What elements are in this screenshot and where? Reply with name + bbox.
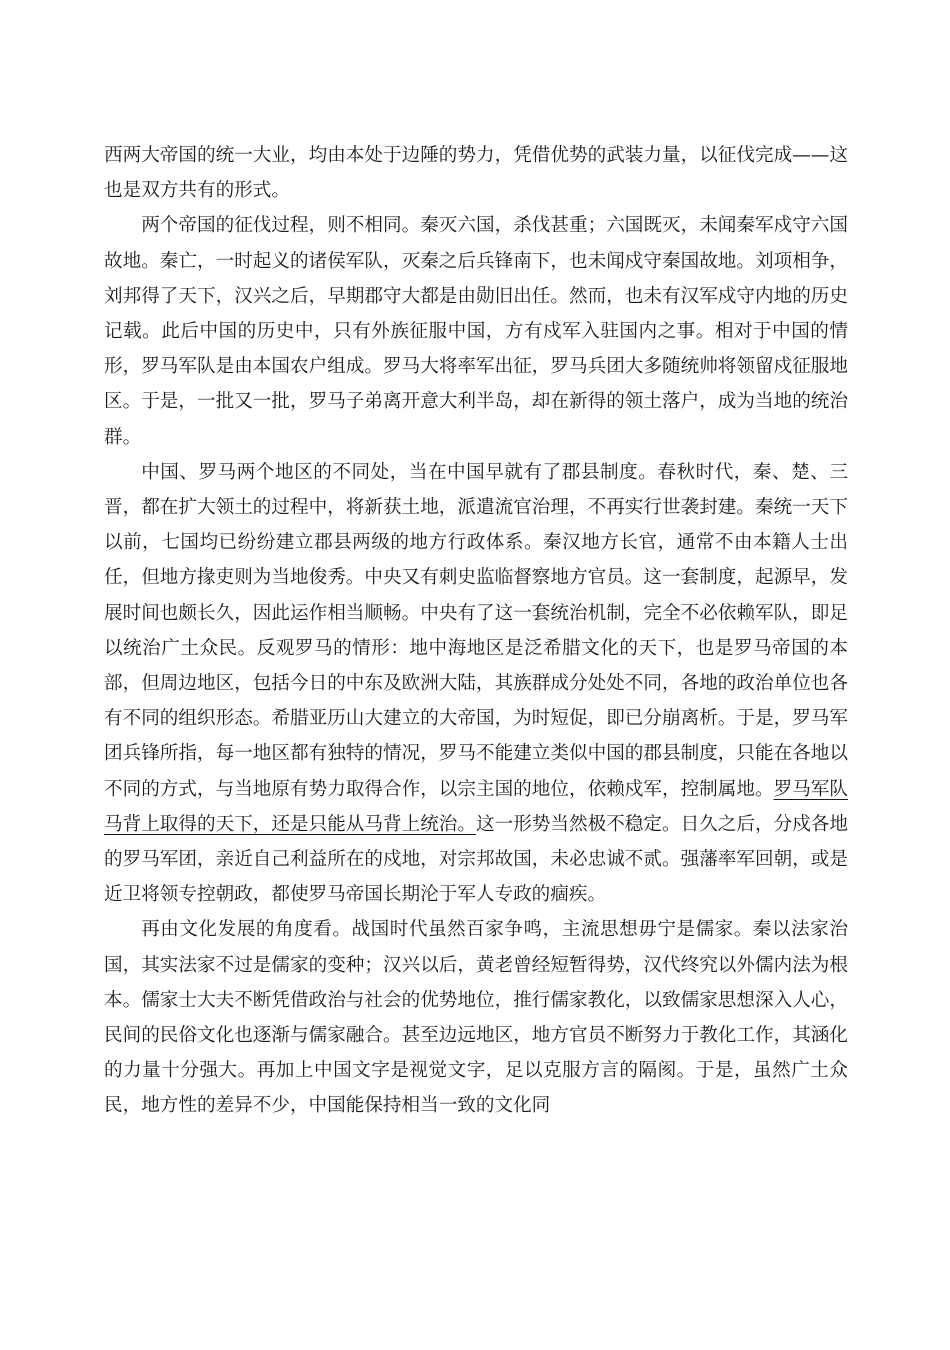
paragraph-3-text-before: 中国、罗马两个地区的不同处，当在中国早就有了郡县制度。春秋时代，秦、楚、三晋，都在扩大领土的过程中，将新获土地，派遣流官治理，不再实行世袭封建。秦统一天下以前，七国均已纷纷建立郡县两级的地方行政体系。秦汉地方长官，通常不由本籍人士出任，但地方掾吏则为当地俊秀。中央又有刺史监临督察地方官员。这一套制度，起源早，发展时间也颇长久，因此运作相当顺畅。中央有了这一套统治机制，完全不必依赖军队，即足以统治广土众民。反观罗马的情形：地中海地区是泛希腊文化的天下，也是罗马帝国的本部，但周边地区，包括今日的中东及欧洲大陆，其族群成分处处不同，各地的政治单位也各有不同的组织形态。希腊亚历山大建立的大帝国，为时短促，即已分崩离析。于是，罗马军团兵锋所指，每一地区都有独特的情况，罗马不能建立类似中国的郡县制度，只能在各地以不同的方式，与当地原有势力取得合作，以宗主国的地位，依赖戍军，控制属地。 <box>104 461 848 800</box>
paragraph-2: 两个帝国的征伐过程，则不相同。秦灭六国，杀伐甚重；六国既灭，未闻秦军戍守六国故地。秦亡，一时起义的诸侯军队，灭秦之后兵锋南下，也未闻戍守秦国故地。刘项相争，刘邦得了天下，汉兴之后，早期郡守大都是由勋旧出任。然而，也未有汉军戍守内地的历史记载。此后中国的历史中，只有外族征服中国，方有戍军入驻国内之事。相对于中国的情形，罗马军队是由本国农户组成。罗马大将率军出征，罗马兵团大多随统帅将领留戍征服地区。于是，一批又一批，罗马子弟离开意大利半岛，却在新得的领土落户，成为当地的统治群。 <box>104 215 848 448</box>
paragraph-1: 西两大帝国的统一大业，均由本处于边陲的势力，凭借优势的武装力量，以征伐完成——这也是双方共有的形式。 <box>104 145 848 202</box>
paragraph-3 <box>104 455 848 913</box>
underlined-key-sentence: 罗马军队马背上取得的天下，还是只能从马背上统治。 <box>104 778 848 835</box>
paragraph-3-text-after: 这一形势当然极不稳定。日久之后，分戍各地的罗马军团，亲近自己利益所在的戍地，对宗邦故国，未必忠诚不贰。强藩率军回朝，或是近卫将领专控朝政，都使罗马帝国长期沦于军人专政的痼疾。 <box>104 813 848 906</box>
document-page <box>104 138 848 1124</box>
paragraph-4: 再由文化发展的角度看。战国时代虽然百家争鸣，主流思想毋宁是儒家。秦以法家治国，其实法家不过是儒家的变种；汉兴以后，黄老曾经短暂得势，汉代终究以外儒内法为根本。儒家士大夫不断凭借政治与社会的优势地位，推行儒家教化，以致儒家思想深入人心，民间的民俗文化也逐渐与儒家融合。甚至边远地区，地方官员不断努力于教化工作，其涵化的力量十分强大。再加上中国文字是视觉文字，足以克服方言的隔阂。于是，虽然广土众民，地方性的差异不少，中国能保持相当一致的文化同 <box>104 919 848 1117</box>
